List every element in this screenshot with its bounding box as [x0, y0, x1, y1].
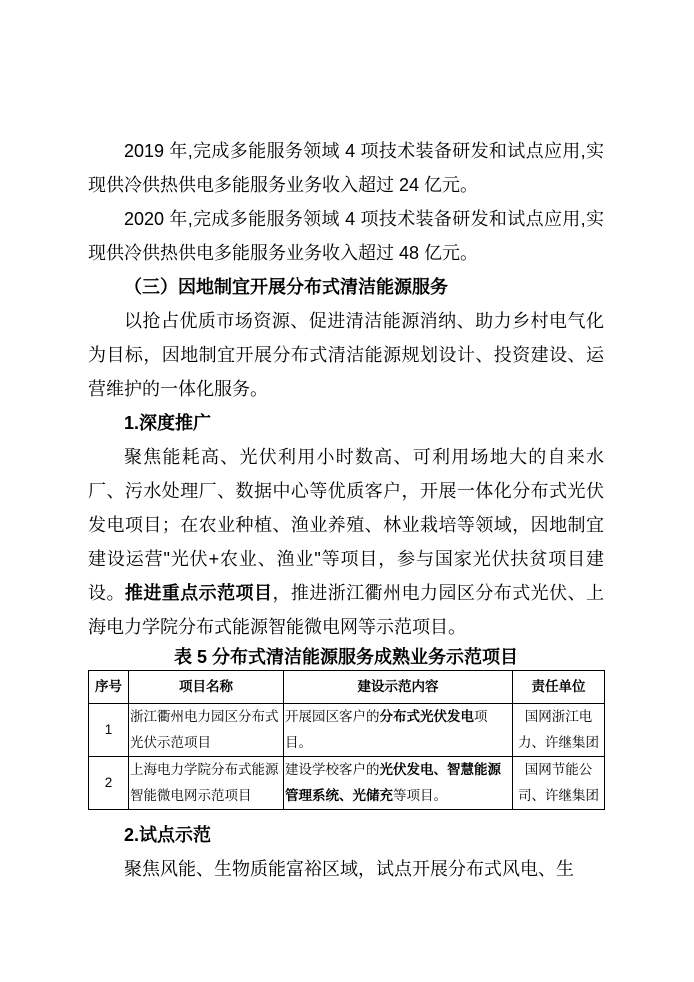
subheading-deep-promotion: 1.深度推广	[124, 413, 212, 433]
paragraph-goal: 以抢占优质市场资源、促进清洁能源消纳、助力乡村电气化为目标，因地制宜开展分布式清洁能源规划设计、投资建设、运营维护的一体化服务。	[88, 311, 604, 399]
row2-project-name: 上海电力学院分布式能源智能微电网示范项目	[129, 757, 284, 810]
paragraph-deep-promotion: 聚焦能耗高、光伏利用小时数高、可利用场地大的自来水厂、污水处理厂、数据中心等优质客户，开展一体化分布式光伏发电项目；在农业种植、渔业养殖、林业栽培等领域，因地制宜建设运营"光伏+农业、渔业"等项目，参与国家光伏扶贫项目建设。推进重点示范项目，推进浙江衢州电力园区分布式光伏、上海电力学院分布式能源智能微电网等示范项目。	[88, 447, 605, 637]
column-header-content: 建设示范内容	[284, 671, 513, 704]
subheading-pilot-demo: 2.试点示范	[124, 825, 212, 845]
table-row	[89, 704, 605, 757]
row1-content: 开展园区客户的分布式光伏发电项目。	[284, 704, 513, 757]
row2-unit: 国网节能公司、许继集团	[513, 757, 605, 810]
table-5-demo-projects	[88, 670, 605, 810]
row1-unit: 国网浙江电力、许继集团	[513, 704, 605, 757]
table-5-title: 表 5 分布式清洁能源服务成熟业务示范项目	[173, 647, 518, 667]
table-header-row	[89, 671, 605, 704]
paragraph-2019-target: 2019 年,完成多能服务领域 4 项技术装备研发和试点应用,实现供冷供热供电多能服务业务收入超过 24 亿元。	[88, 141, 604, 195]
column-header-project-name: 项目名称	[129, 671, 284, 704]
row2-content: 建设学校客户的光伏发电、智慧能源管理系统、光储充等项目。	[284, 757, 513, 810]
column-header-unit: 责任单位	[513, 671, 605, 704]
row1-no: 1	[89, 704, 129, 757]
paragraph-2020-target: 2020 年,完成多能服务领域 4 项技术装备研发和试点应用,实现供冷供热供电多能服务业务收入超过 48 亿元。	[88, 209, 604, 263]
section-heading-3: （三）因地制宜开展分布式清洁能源服务	[124, 277, 448, 297]
row2-no: 2	[89, 757, 129, 810]
column-header-no: 序号	[89, 671, 129, 704]
table-row	[89, 757, 605, 810]
row1-project-name: 浙江衢州电力园区分布式光伏示范项目	[129, 704, 284, 757]
paragraph-pilot-demo: 聚焦风能、生物质能富裕区域，试点开展分布式风电、生	[124, 859, 574, 879]
